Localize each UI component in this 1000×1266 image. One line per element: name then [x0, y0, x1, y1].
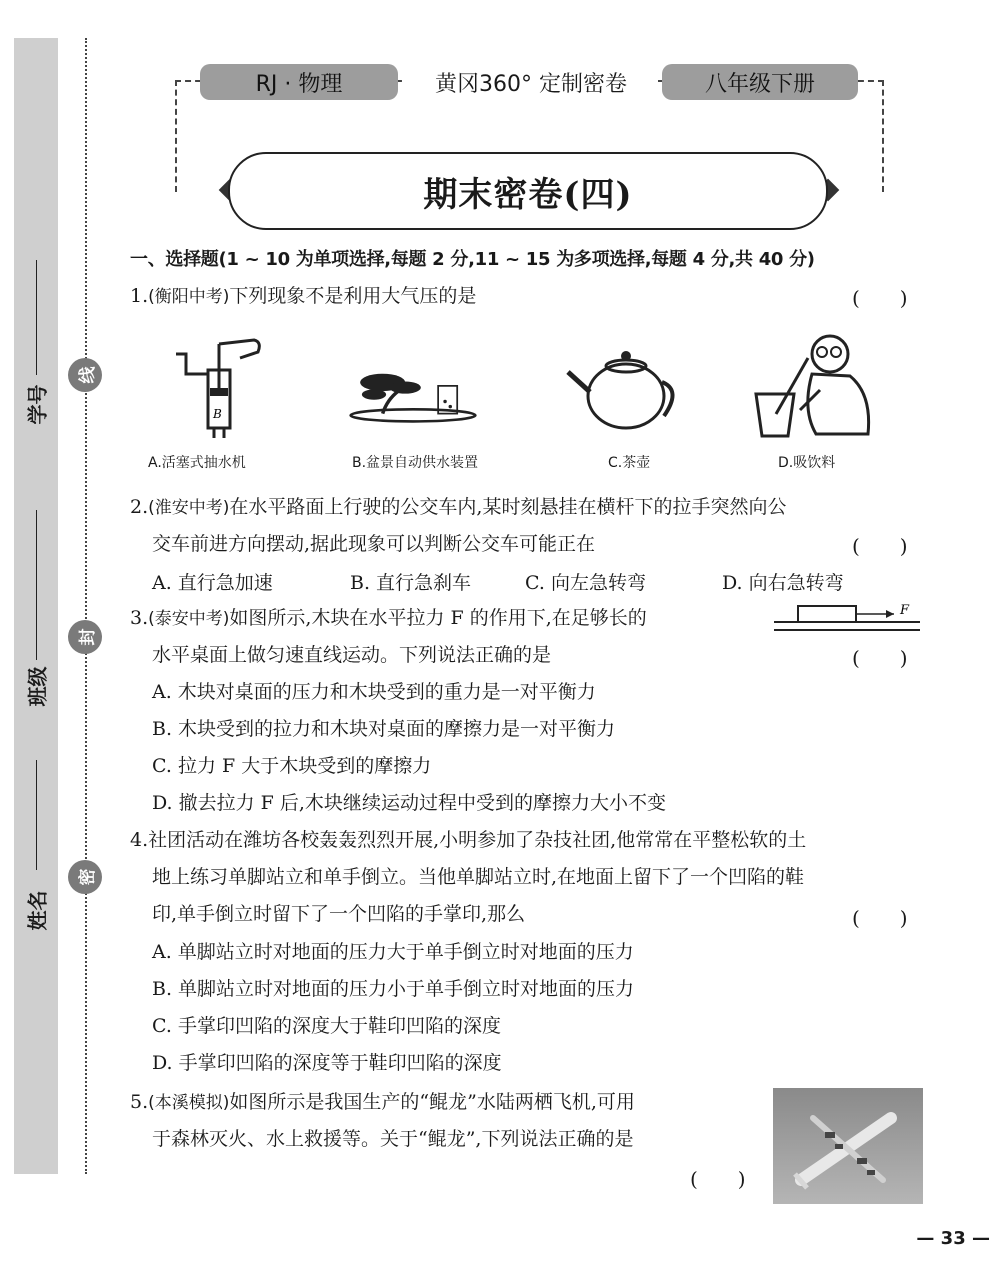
- question-5-line-2: 于森林灭火、水上救援等。关于“鲲龙”,下列说法正确的是: [152, 1128, 634, 1150]
- question-3-line-1: [130, 606, 647, 631]
- question-4-line-1: [130, 828, 806, 852]
- question-text: 社团活动在潍坊各校轰轰烈烈开展,小明参加了杂技社团,他常常在平整松软的土: [148, 829, 807, 851]
- question-source: (淮安中考): [148, 498, 230, 518]
- question-source: (衡阳中考): [148, 287, 230, 307]
- question-number: 5.: [130, 1091, 149, 1113]
- series-label: 黄冈360° 定制密卷: [404, 64, 658, 100]
- name-line: [36, 760, 37, 870]
- option-d: D. 撤去拉力 F 后,木块继续运动过程中受到的摩擦力大小不变: [152, 792, 666, 814]
- question-3-line-2: 水平桌面上做匀速直线运动。下列说法正确的是: [152, 644, 552, 666]
- option-d: D. 手掌印凹陷的深度等于鞋印凹陷的深度: [152, 1052, 502, 1074]
- question-2-line-2: 交车前进方向摆动,据此现象可以判断公交车可能正在: [152, 533, 596, 555]
- question-source: (本溪模拟): [148, 1093, 230, 1113]
- question-1: [130, 284, 476, 309]
- binding-dashed-line: [85, 38, 87, 1174]
- question-text: 下列现象不是利用大气压的是: [229, 285, 477, 307]
- seal-mark-line: 线: [68, 358, 102, 392]
- answer-blank: ( ): [852, 534, 908, 558]
- seal-mark-seal: 封: [68, 620, 102, 654]
- answer-blank: ( ): [852, 286, 908, 310]
- answer-blank: ( ): [690, 1167, 746, 1191]
- answer-blank: ( ): [852, 646, 908, 670]
- option-c: C. 向左急转弯: [525, 572, 646, 594]
- question-5-line-1: [130, 1090, 635, 1115]
- subject-badge: RJ · 物理: [200, 64, 398, 100]
- page-title: 期末密卷(四): [228, 152, 828, 230]
- option-b: B. 单脚站立时对地面的压力小于单手倒立时对地面的压力: [152, 978, 635, 1000]
- question-text: 在水平路面上行驶的公交车内,某时刻悬挂在横杆下的拉手突然向公: [229, 496, 787, 518]
- option-a: A. 木块对桌面的压力和木块受到的重力是一对平衡力: [152, 681, 596, 703]
- question-number: 1.: [130, 285, 149, 307]
- question-text: 如图所示是我国生产的“鲲龙”水陆两栖飞机,可用: [229, 1091, 635, 1113]
- option-d: D. 向右急转弯: [722, 572, 844, 594]
- teapot-illustration: [560, 330, 690, 440]
- seal-mark-secret: 密: [68, 860, 102, 894]
- bonsai-illustration: [348, 330, 478, 440]
- option-a: A. 直行急加速: [152, 572, 273, 594]
- figure-caption-c: C.茶壶: [608, 455, 651, 471]
- grade-badge: 八年级下册: [662, 64, 858, 100]
- question-source: (泰安中考): [148, 609, 230, 629]
- option-b: B. 直行急刹车: [350, 572, 472, 594]
- question-4-line-2: 地上练习单脚站立和单手倒立。当他单脚站立时,在地面上留下了一个凹陷的鞋: [152, 866, 805, 888]
- option-b: B. 木块受到的拉力和木块对桌面的摩擦力是一对平衡力: [152, 718, 616, 740]
- option-c: C. 手掌印凹陷的深度大于鞋印凹陷的深度: [152, 1015, 501, 1037]
- seaplane-photo: [773, 1088, 923, 1204]
- question-text: 如图所示,木块在水平拉力 F 的作用下,在足够长的: [229, 607, 647, 629]
- option-c: C. 拉力 F 大于木块受到的摩擦力: [152, 755, 432, 777]
- class-line: [36, 510, 37, 660]
- name-label: 姓名: [25, 890, 50, 931]
- class-label: 班级: [25, 666, 50, 707]
- student-id-line: [36, 260, 37, 375]
- question-2-line-1: [130, 495, 786, 520]
- figure-caption-a: A.活塞式抽水机: [148, 455, 246, 471]
- option-a: A. 单脚站立时对地面的压力大于单手倒立时对地面的压力: [152, 941, 634, 963]
- question-number: 4.: [130, 829, 149, 851]
- question-number: 3.: [130, 607, 149, 629]
- question-4-line-3: 印,单手倒立时留下了一个凹陷的手掌印,那么: [152, 903, 526, 925]
- svg-text:B: B: [213, 407, 222, 421]
- drinking-illustration: [750, 330, 880, 440]
- figure-caption-d: D.吸饮料: [778, 455, 836, 471]
- section-title: 一、选择题(1 ~ 10 为单项选择,每题 2 分,11 ~ 15 为多项选择,每题 4 分,共 40 分): [130, 249, 815, 270]
- question-number: 2.: [130, 496, 149, 518]
- block-force-diagram: [772, 600, 922, 634]
- student-id-label: 学号: [25, 384, 50, 425]
- force-label: F: [900, 603, 910, 618]
- answer-blank: ( ): [852, 906, 908, 930]
- page-number: — 33 —: [916, 1228, 990, 1249]
- figure-caption-b: B.盆景自动供水装置: [352, 455, 479, 471]
- pump-illustration: [158, 330, 288, 440]
